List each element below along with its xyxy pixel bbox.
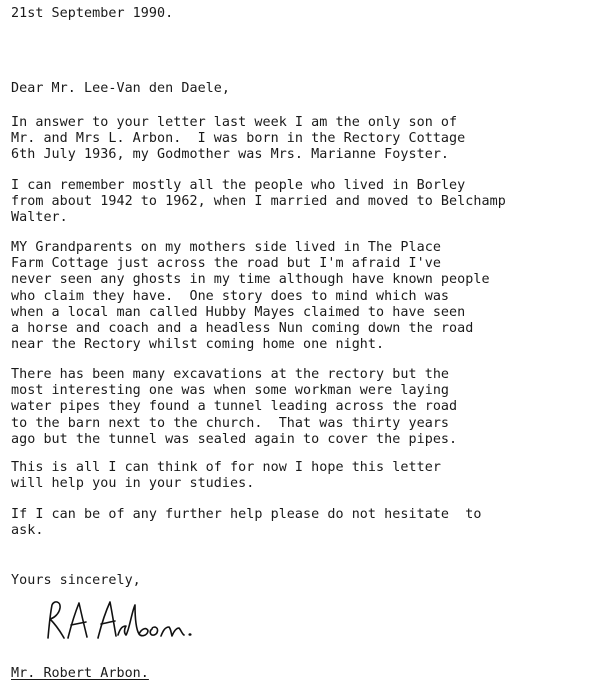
paragraph-line: when a local man called Hubby Mayes claimed to have seen — [11, 304, 466, 320]
paragraph-line: ask. — [11, 523, 44, 539]
paragraph-2 — [11, 178, 506, 227]
paragraph-line: to the barn next to the church. That was thirty years — [11, 415, 450, 431]
paragraph-line: who claim they have. One story does to mind which was — [11, 288, 450, 304]
paragraph-line: water pipes they found a tunnel leading across the road — [11, 399, 458, 415]
paragraph-5 — [11, 460, 441, 492]
paragraph-line: most interesting one was when some workman were laying — [11, 383, 450, 399]
paragraph-line: from about 1942 to 1962, when I married and moved to Belchamp — [11, 194, 506, 210]
paragraph-3 — [11, 240, 490, 353]
paragraph-line: There has been many excavations at the rectory but the — [11, 367, 450, 382]
closing: Yours sincerely, — [11, 573, 141, 588]
letter-date: 21st September 1990. — [11, 6, 174, 21]
paragraph-line: Mr. and Mrs L. Arbon. I was born in the Rectory Cottage — [11, 131, 466, 147]
paragraph-6 — [11, 507, 482, 539]
paragraph-4 — [11, 367, 457, 448]
paragraph-line: a horse and coach and a headless Nun coming down the road — [11, 320, 474, 336]
paragraph-line: Walter. — [11, 210, 68, 226]
paragraph-line: This is all I can think of for now I hope this letter — [11, 460, 441, 475]
paragraph-line: Farm Cottage just across the road but I'm afraid I've — [11, 256, 441, 272]
paragraph-line: MY Grandparents on my mothers side lived in The Place — [11, 240, 441, 255]
paragraph-line: near the Rectory whilst coming home one night. — [11, 337, 385, 353]
paragraph-1 — [11, 115, 465, 164]
paragraph-line: If I can be of any further help please do not hesitate to — [11, 507, 482, 522]
paragraph-line: will help you in your studies. — [11, 476, 255, 492]
paragraph-line: ago but the tunnel was sealed again to cover the pipes. — [11, 431, 458, 447]
paragraph-line: 6th July 1936, my Godmother was Mrs. Marianne Foyster. — [11, 147, 450, 163]
sender-name: Mr. Robert Arbon. — [11, 666, 149, 681]
salutation: Dear Mr. Lee-Van den Daele, — [11, 81, 231, 96]
paragraph-line: In answer to your letter last week I am the only son of — [11, 115, 458, 130]
paragraph-line: never seen any ghosts in my time although have known people — [11, 272, 490, 288]
paragraph-line: I can remember mostly all the people who lived in Borley — [11, 178, 466, 193]
handwritten-signature — [40, 597, 210, 642]
